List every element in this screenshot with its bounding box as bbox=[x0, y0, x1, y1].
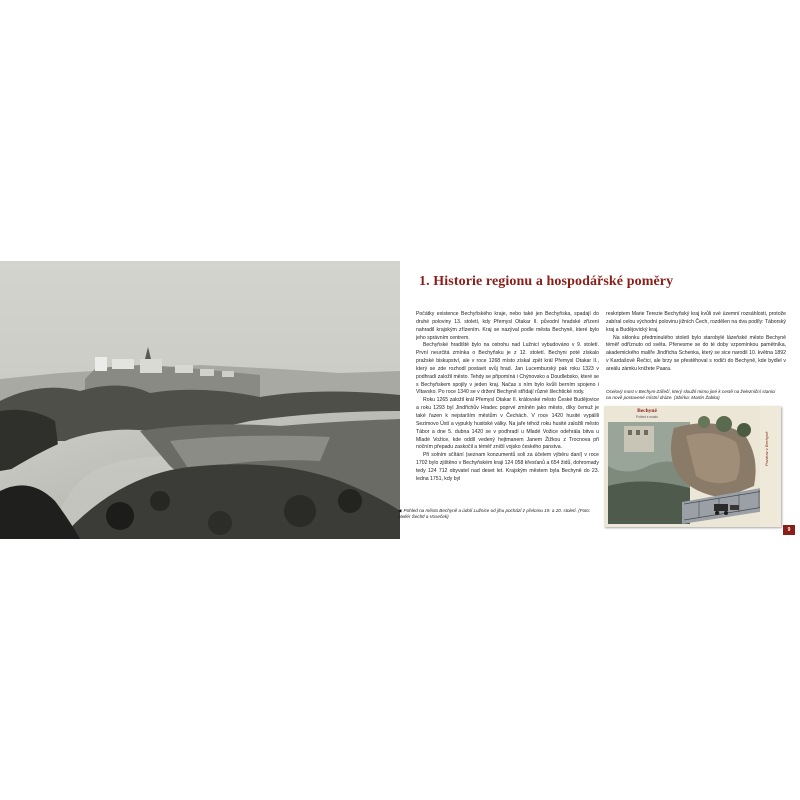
text-column-1 bbox=[416, 311, 599, 484]
text-column-2 bbox=[606, 311, 786, 374]
paragraph: Roku 1265 založil král Přemysl Otakar II. královské město České Budějovice a roku 1293 byl Jindřichův Hradec poprvé zmíněn jako město, díky čemuž je také řazen k nejstarším městům v Čechách. V roce 1420 husité vypálili Sezimovo Ústí a vypukly husitské války. Na jaře téhož roku husité založili město Tábor a dne 5. dubna 1420 se v podhradí u Mladé Vožice odehrála bitva u Mladé Vožice, kde oddíl vedený hejtmanem Janem Žižkou z Trocnova při nočním přepadu zaskočil a téměř zničil vojsko českého panstva. bbox=[416, 397, 599, 451]
photo-caption-left bbox=[398, 508, 593, 521]
historic-postcard bbox=[604, 406, 781, 527]
postcard-subtitle: Pohled s mostu bbox=[636, 415, 658, 419]
paragraph: Bechyňské hradiště bylo na ostrohu nad Lužnicí vybudováno v 9. století. První neurčitá zmínka o Bechyňsku je z 12. století. Bechyni poté získalo pražské biskupství, ale v roce 1268 místo získal zpět král Přemysl Otakar II., který se zde rozhodl postavit svůj hrad. Jan Lucemburský pak roku 1323 v podhradí založil město. Tehdy se připomíná i Chýnovsko a Doudlebsko, které se s Bechyňskem spojily v jeden kraj. Načas s ním bylo kvůli berním spojeno i Vltavsko. Po roce 1340 se v držení Bechyně střídají různé šlechtické rody. bbox=[416, 342, 599, 396]
paragraph: Na sklonku předminulého století bylo starobylé lázeňské město Bechyně téměř odříznuto od světa. Přenesme se do té doby vzpomínkou pamětníka, akademického malíře Jindřicha Schenka, který se sice narodil 10. května 1892 v Kardašově Řečici, ale brzy se přestěhoval s rodiči do Bechyně, kde bydlel v areálu zámku knížete Paara. bbox=[606, 334, 786, 372]
postcard-title: Bechyně bbox=[637, 408, 657, 414]
postcard-caption: Ocelový most v Bechyni-Zářečí, který sloužil mimo jiné k cestě na železniční stanici na nově postavené místní dráze. (Sbírka: Martin Žabka) bbox=[606, 389, 776, 401]
chapter-title: 1. Historie regionu a hospodářské poměry bbox=[419, 274, 674, 289]
paragraph: Počátky existence Bechyňského kraje, nebo také jen Bechyňska, spadají do druhé poloviny 13. století, kdy Přemysl Otakar II. původní hradské zřízení nahradil krajským zřízením. Kraj se nazýval podle města Bechyně, které bylo jeho správním centrem. bbox=[416, 311, 599, 341]
paragraph: Při solním sčítání (seznam konzumentů soli za účelem výběru daní) v roce 1702 bylo zjištěno v Bechyňském kraji 124 058 křesťanů a 654 židů, dohromady tedy 124 712 obyvatel nad deset let. Krajským městem byla Bechyně do 23. ledna 1751, kdy byl bbox=[416, 452, 599, 482]
page-number: 9 bbox=[783, 525, 795, 535]
historic-photo-bechyne bbox=[0, 261, 400, 539]
paragraph: reskriptem Marie Terezie Bechyňský kraj kvůli své územní rozsáhlosti, protože zabíral celou východní polovinu jižních Čech, rozdělen na dva podíly: Táborský kraj a Budějovický kraj. bbox=[606, 311, 786, 333]
postcard-side-text: Pozdrav z Bechyně bbox=[764, 431, 769, 466]
caption-left-text: Pohled na město Bechyně a údolí Lužnice od jihu pochází z přelomu 19. a 20. století. (Foto: ateliér Šechtl a Voseček) bbox=[398, 508, 591, 520]
caption-arrow-icon: ◀ bbox=[398, 508, 402, 513]
